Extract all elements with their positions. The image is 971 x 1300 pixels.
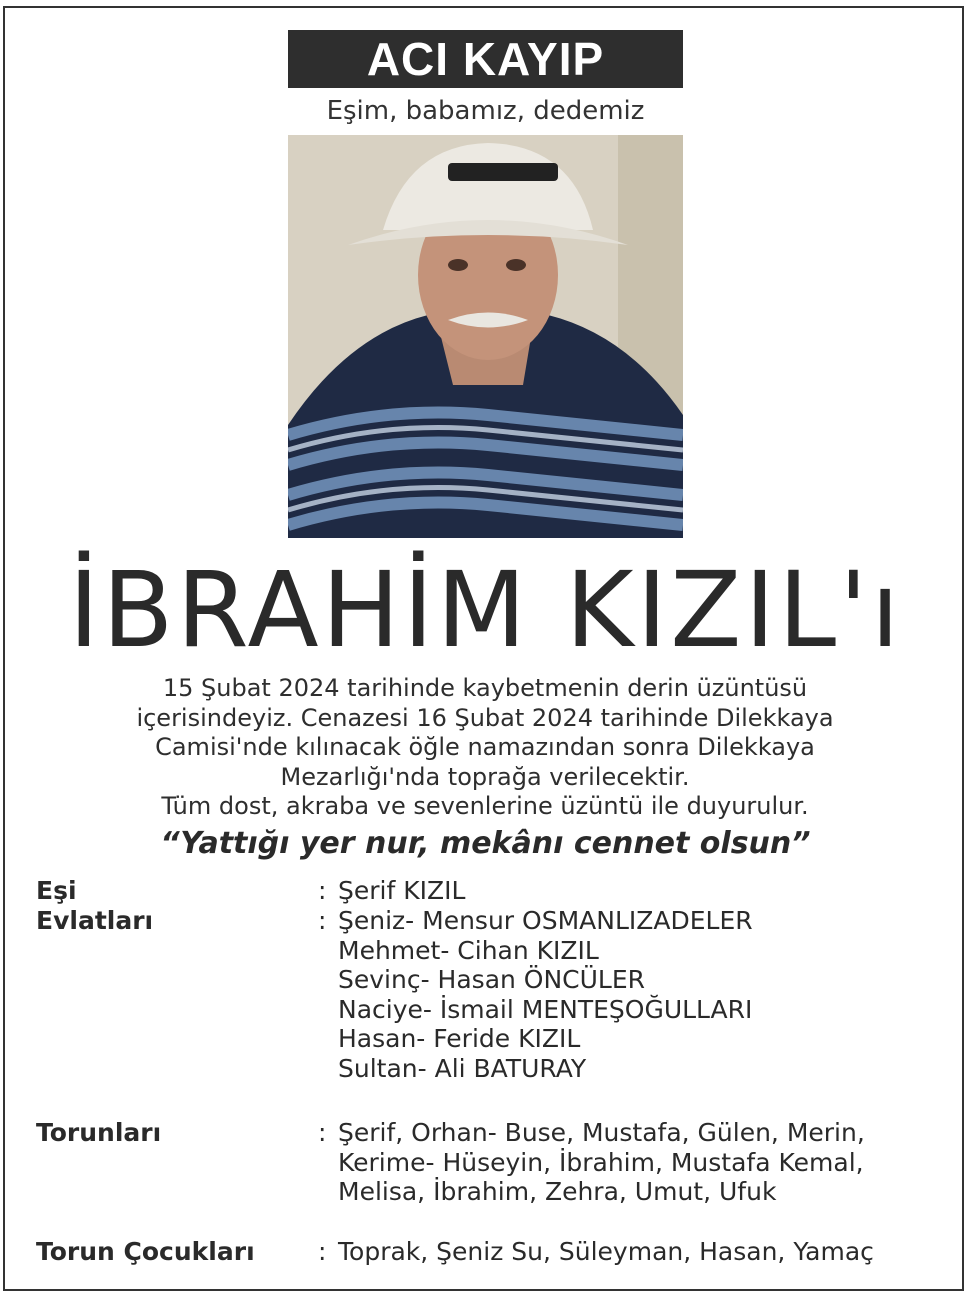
family-name: Naciye- İsmail MENTEŞOĞULLARI: [338, 994, 753, 1024]
colon: :: [318, 876, 327, 905]
family-name: Toprak, Şeniz Su, Süleyman, Hasan, Yamaç: [338, 1237, 874, 1266]
portrait-image: [288, 135, 683, 538]
announcement-line: Camisi'nde kılınacak öğle namazından sonra Dilekkaya: [155, 733, 815, 761]
portrait-photo: [288, 135, 683, 538]
colon: :: [318, 1237, 327, 1266]
family-label: Evlatları: [36, 906, 154, 935]
colon: :: [318, 1118, 327, 1147]
announcement-line: 15 Şubat 2024 tarihinde kaybetmenin derin üzüntüsü: [162, 674, 808, 702]
family-name: Kerime- Hüseyin, İbrahim, Mustafa Kemal,: [338, 1147, 864, 1177]
family-names: [338, 1118, 865, 1207]
subtitle: Eşim, babamız, dedemiz: [326, 96, 645, 126]
announcement-text: [60, 674, 910, 822]
family-name: Sevinç- Hasan ÖNCÜLER: [338, 965, 646, 994]
announcement-line: içerisindeyiz. Cenazesi 16 Şubat 2024 tarihinde Dilekkaya: [136, 703, 834, 732]
announcement-line: Mezarlığı'nda toprağa verilecektir.: [280, 762, 690, 791]
family-names: [338, 1237, 874, 1267]
family-name: Mehmet- Cihan KIZIL: [338, 935, 599, 965]
header-banner: ACI KAYIP: [288, 30, 683, 88]
family-name: Şeniz- Mensur OSMANLIZADELER: [338, 906, 753, 935]
family-names: [338, 876, 465, 906]
deceased-name: İBRAHİM KIZIL'ı: [68, 549, 903, 671]
prayer-quote: “Yattığı yer nur, mekânı cennet olsun”: [160, 826, 811, 861]
family-label: Eşi: [36, 876, 77, 905]
family-name: Şerif, Orhan- Buse, Mustafa, Gülen, Merin,: [338, 1118, 865, 1147]
family-name: Melisa, İbrahim, Zehra, Umut, Ufuk: [338, 1177, 777, 1206]
family-name: Şerif KIZIL: [338, 876, 466, 905]
family-names: [338, 906, 753, 1083]
colon: :: [318, 906, 327, 935]
announcement-line: Tüm dost, akraba ve sevenlerine üzüntü ile duyurulur.: [161, 792, 809, 820]
family-name: Hasan- Feride KIZIL: [338, 1024, 581, 1053]
family-label: Torunları: [36, 1118, 162, 1147]
family-label: Torun Çocukları: [36, 1237, 255, 1266]
family-name: Sultan- Ali BATURAY: [338, 1053, 587, 1083]
